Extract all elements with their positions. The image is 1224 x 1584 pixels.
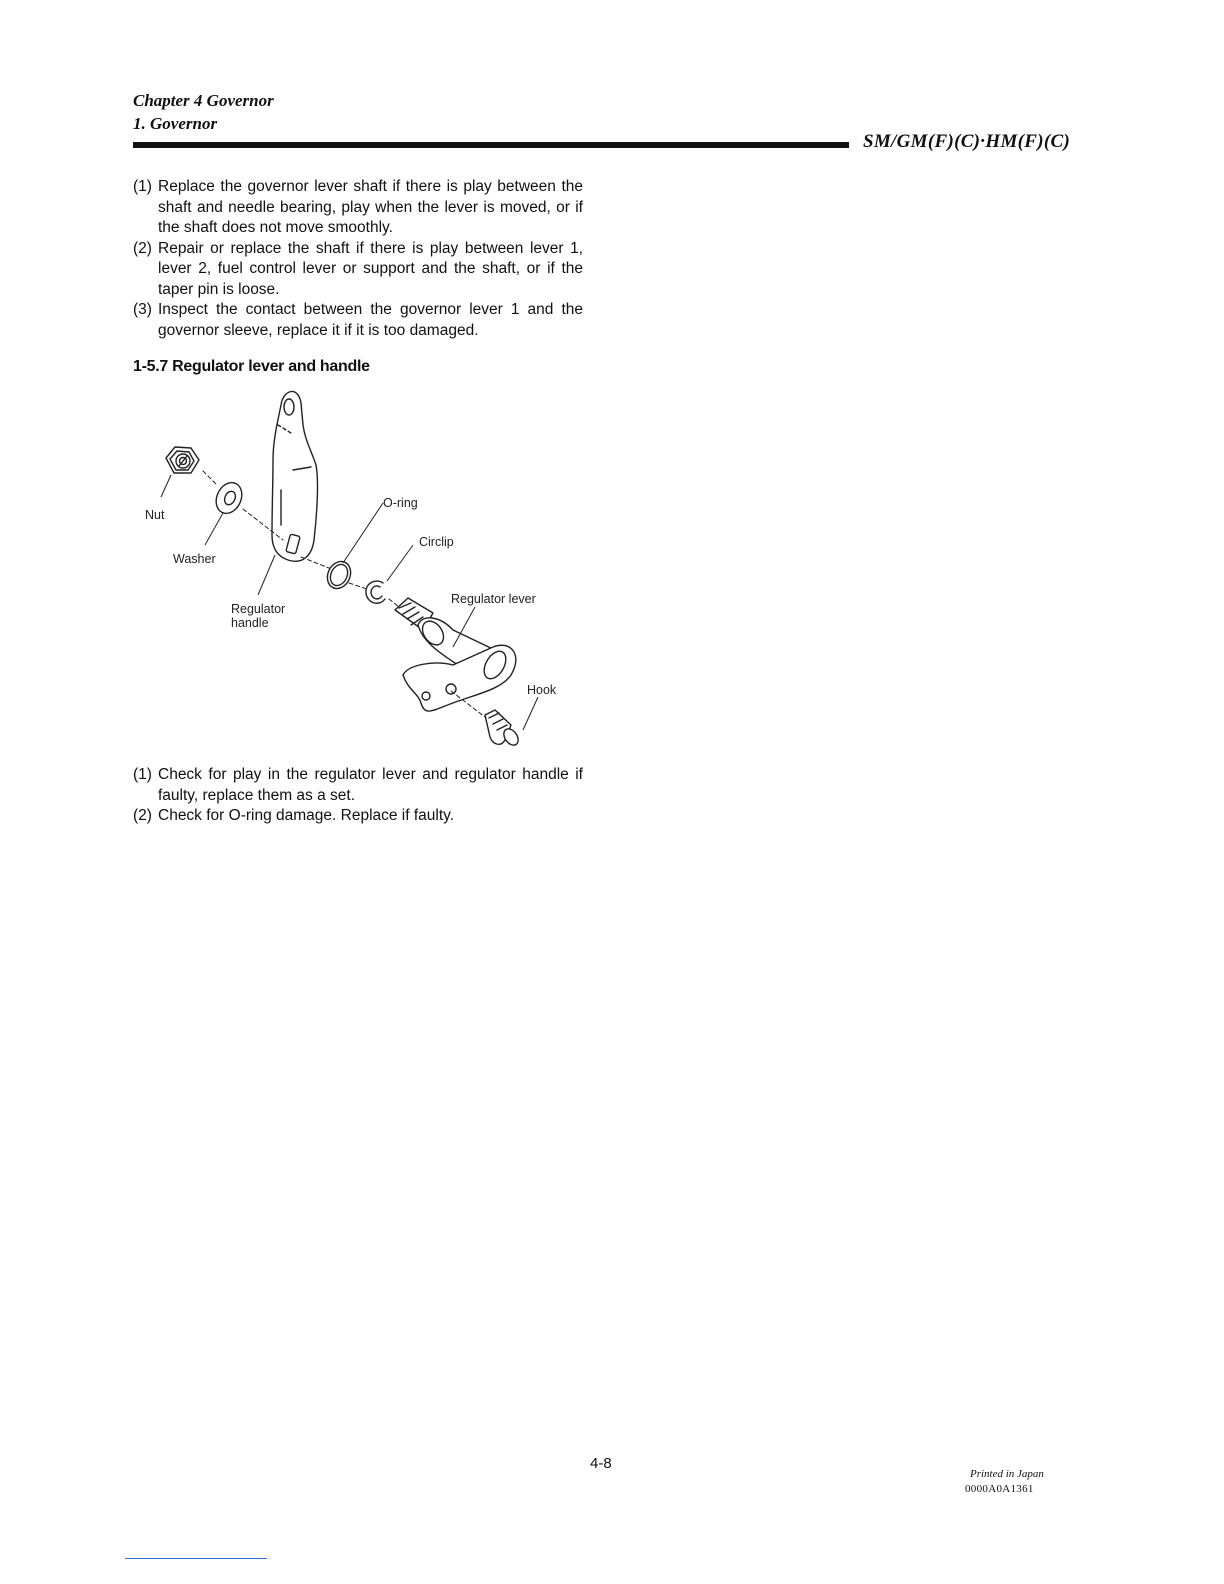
- item-text: Replace the governor lever shaft if there is play between the shaft and needle bearing, play when the lever is moved, or if the shaft does not move smoothly.: [158, 178, 583, 236]
- circlip-drawing: [366, 581, 385, 603]
- list-item: [133, 239, 583, 301]
- regulator-lever-drawing: [395, 598, 516, 711]
- circlip-label: Circlip: [419, 535, 454, 549]
- list-item: [133, 177, 583, 239]
- oring-label: O-ring: [383, 496, 418, 510]
- item-number: (1): [133, 178, 152, 195]
- list-item: [133, 765, 583, 806]
- hook-drawing: [485, 710, 521, 748]
- check-list: [133, 765, 583, 827]
- item-text: Check for play in the regulator lever and regulator handle if faulty, replace them as a set.: [158, 766, 583, 804]
- washer-label: Washer: [173, 552, 216, 566]
- regulator-lever-label: Regulator lever: [451, 592, 536, 606]
- nut-drawing: [166, 447, 199, 473]
- document-code: 0000A0A1361: [965, 1483, 1034, 1495]
- item-number: (3): [133, 301, 152, 318]
- oring-drawing: [323, 558, 355, 593]
- bottom-rule: [125, 1558, 267, 1559]
- inspection-list: [133, 177, 583, 341]
- washer-drawing: [211, 478, 246, 517]
- page-number: 4-8: [590, 1455, 612, 1472]
- item-number: (1): [133, 766, 152, 783]
- model-code: SM/GM(F)(C)·HM(F)(C): [863, 131, 1071, 152]
- regulator-diagram-svg: [133, 385, 593, 760]
- exploded-diagram: [133, 385, 593, 760]
- regulator-handle-drawing: [272, 391, 317, 561]
- item-text: Repair or replace the shaft if there is play between lever 1, lever 2, fuel control lever or support and the shaft, or if the taper pin is loose.: [158, 239, 583, 298]
- subsection-title: 1-5.7 Regulator lever and handle: [133, 358, 370, 375]
- hook-label: Hook: [527, 683, 557, 697]
- item-number: (2): [133, 239, 152, 257]
- list-item: [133, 806, 583, 827]
- item-text: Check for O-ring damage. Replace if faulty.: [158, 807, 455, 824]
- printed-note: Printed in Japan: [970, 1468, 1044, 1480]
- list-item: [133, 300, 583, 341]
- handle-label-line2: handle: [231, 616, 269, 630]
- section-title: 1. Governor: [133, 114, 218, 133]
- item-text: Inspect the contact between the governor lever 1 and the governor sleeve, replace it if it is too damaged.: [158, 301, 583, 339]
- chapter-title: Chapter 4 Governor: [133, 91, 274, 110]
- nut-label: Nut: [145, 508, 165, 522]
- header-rule: [133, 142, 849, 148]
- handle-label-line1: Regulator: [231, 602, 286, 616]
- item-number: (2): [133, 807, 152, 824]
